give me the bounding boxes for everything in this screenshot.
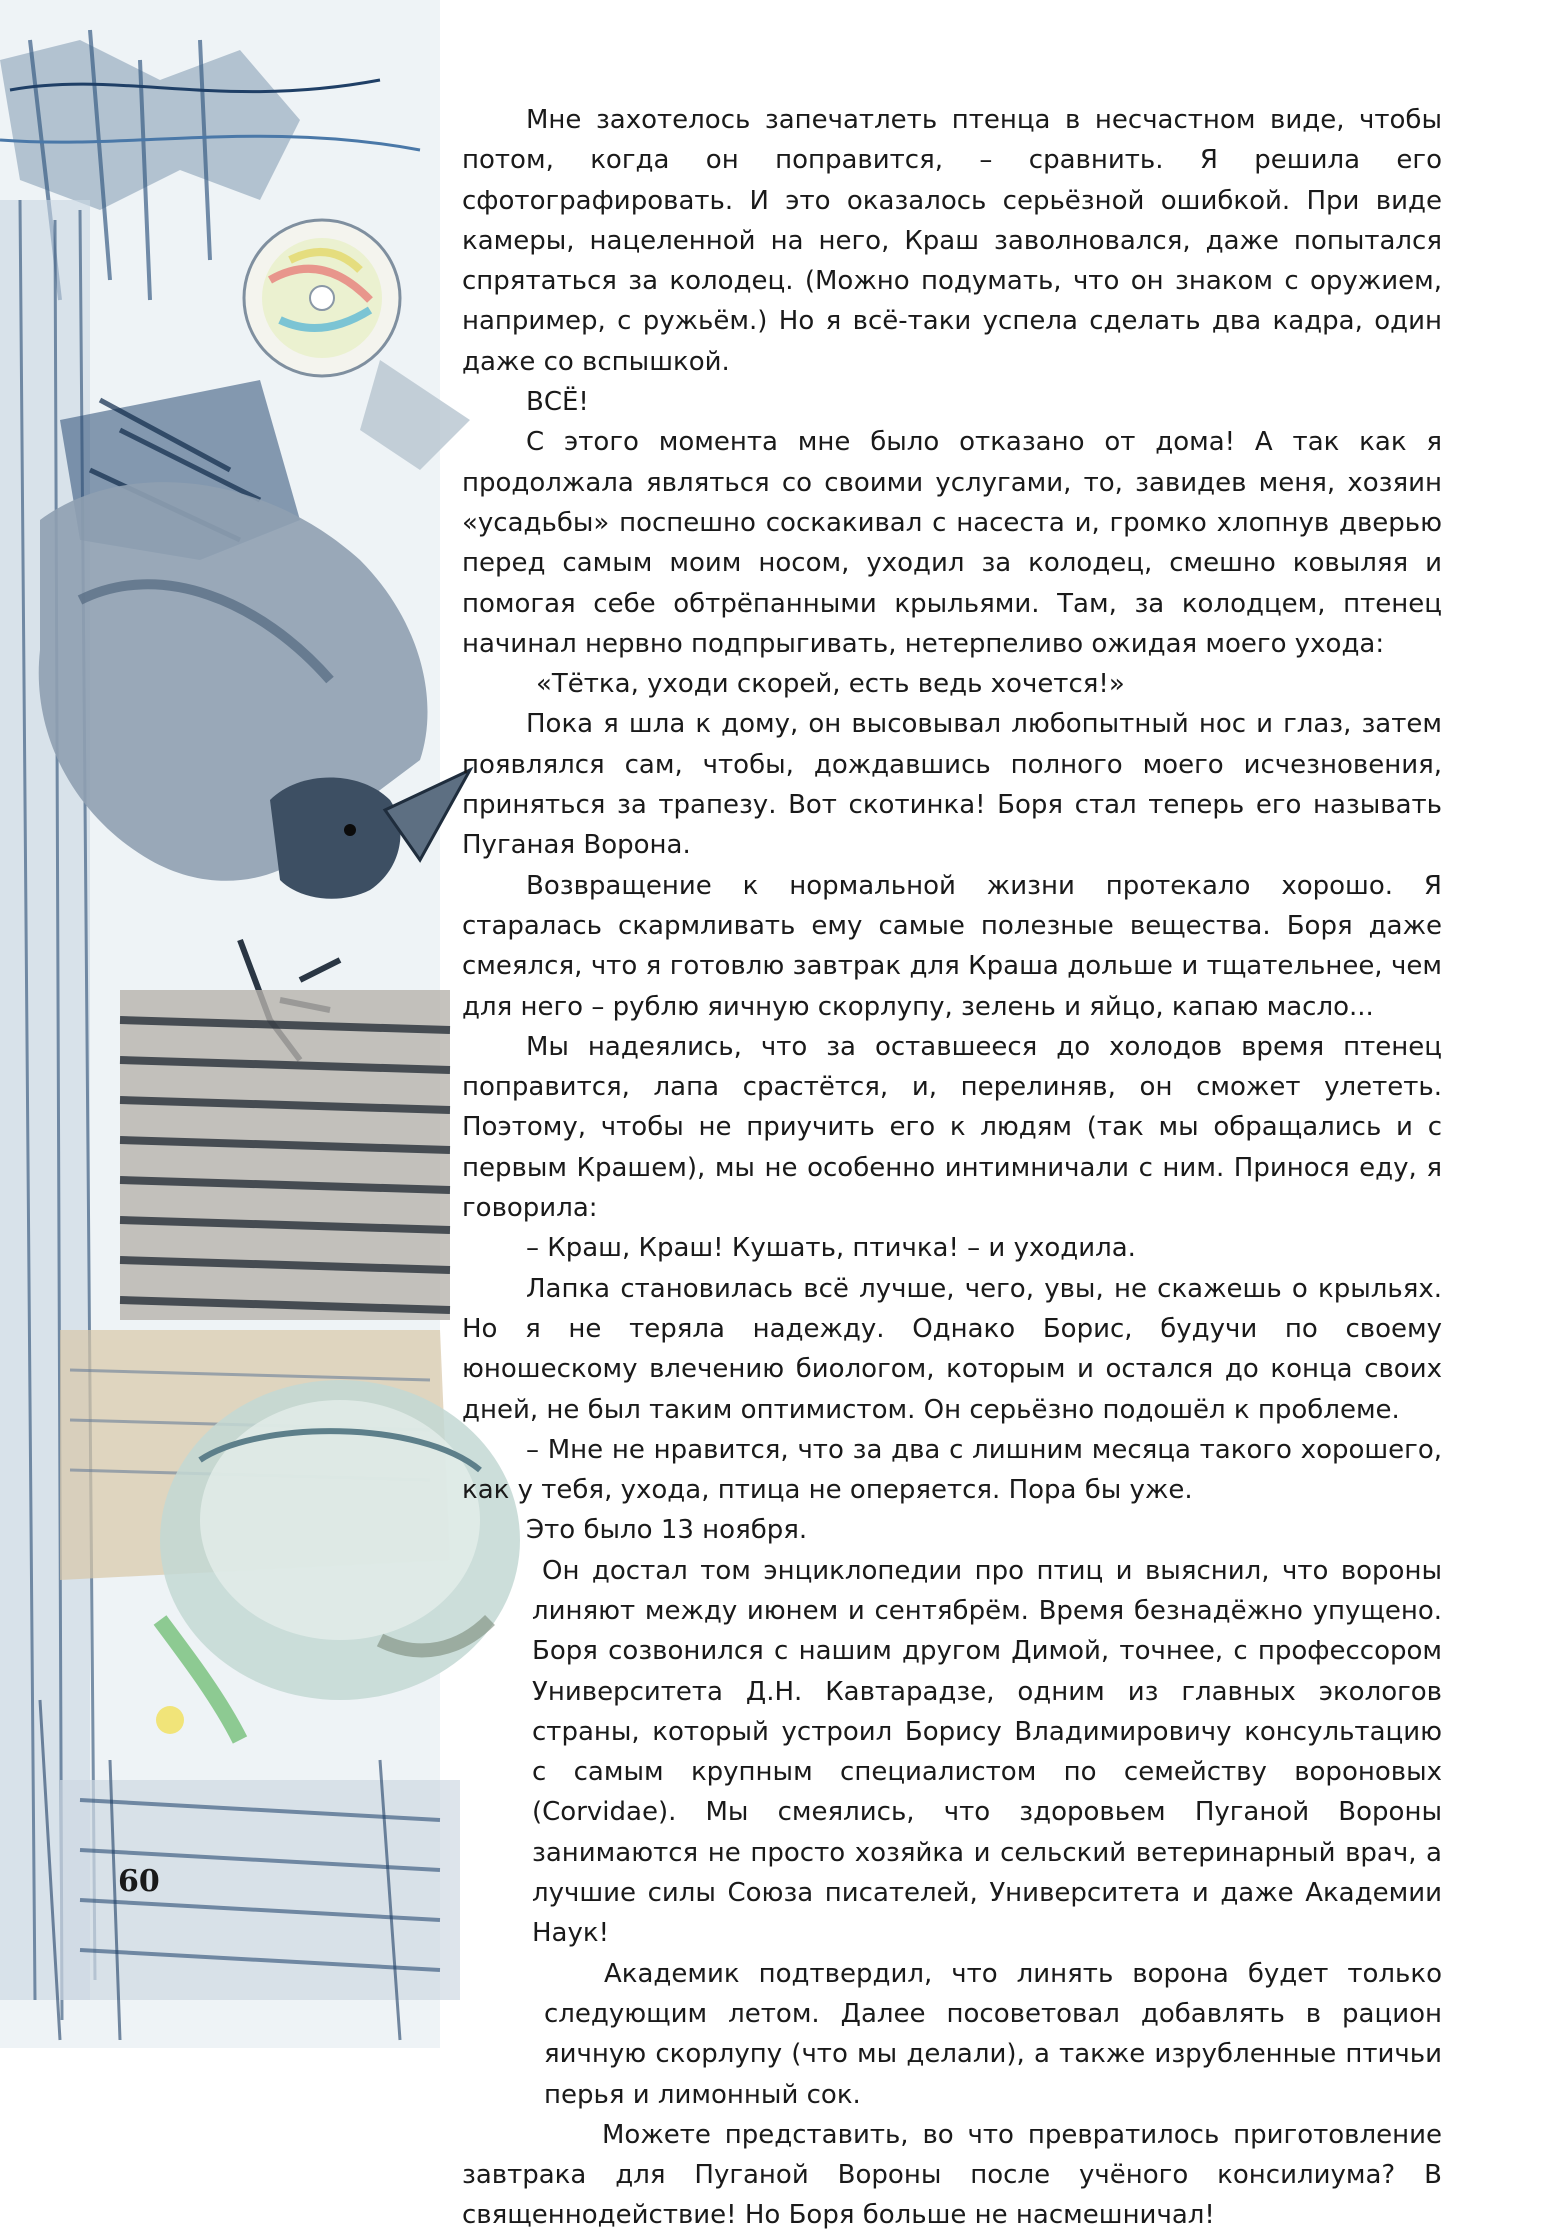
paragraph: Это было 13 ноября.: [526, 1515, 808, 1546]
main-text: [462, 100, 1442, 2236]
paragraph: С этого момента мне было отказано от дома! А так как я продолжала являться со своими услугами, то, завидев меня, хозяин «усадьбы» поспешно соскакивал с насеста и, громко хлопнув дверью перед самым моим носом, уходил за колодец, смешно ковыляя и помогая себе обтрёпанными крыльями. Там, за колодцем, птенец начинал нервно подпрыгивать, нетерпеливо ожидая моего ухода:: [462, 427, 1442, 659]
paragraph: Мне захотелось запечатлеть птенца в несчастном виде, чтобы потом, когда он поправится, – сравнить. Я решила его сфотографировать. И это оказалось серьёзной ошибкой. При виде камеры, нацеленной на него, Краш заволновался, даже попытался спрятаться за колодец. (Можно подумать, что он знаком с оружием, например, с ружьём.) Но я всё-таки успела сделать два кадра, один даже со вспышкой.: [462, 105, 1442, 377]
paragraph: Академик подтвердил, что линять ворона будет только следующим летом. Далее посоветовал добавлять в рацион яичную скорлупу (что мы делали), а также изрубленные птичьи перья и лимонный сок.: [544, 1958, 1442, 2110]
paragraph: «Тётка, уходи скорей, есть ведь хочется!»: [536, 669, 1125, 700]
paragraph: – Мне не нравится, что за два с лишним месяца такого хорошего, как у тебя, ухода, птица не оперяется. Пора бы уже.: [462, 1434, 1442, 1506]
paragraph: – Краш, Краш! Кушать, птичка! – и уходила.: [526, 1233, 1136, 1264]
paragraph: Лапка становилась всё лучше, чего, увы, не скажешь о крыльях. Но я не теряла надежду. Однако Борис, будучи по своему юношескому влечению биологом, которым и остался до конца своих дней, не был таким оптимистом. Он серьёзно подошёл к проблеме.: [462, 1273, 1442, 1425]
paragraph: ВСЁ!: [526, 387, 589, 418]
paragraph: Мы надеялись, что за оставшееся до холодов время птенец поправится, лапа срастётся, и, перелиняв, он сможет улететь. Поэтому, чтобы не приучить его к людям (так мы обращались и с первым Крашем), мы не особенно интимничали с ним. Принося еду, я говорила:: [462, 1031, 1442, 1224]
paragraph: Пока я шла к дому, он высовывал любопытный нос и глаз, затем появлялся сам, чтобы, дождавшись полного моего исчезновения, приняться за трапезу. Вот скотинка! Боря стал теперь его называть Пуганая Ворона.: [462, 709, 1442, 861]
paragraph: Можете представить, во что превратилось приготовление завтрака для Пуганой Вороны после учёного консилиума? В священнодействие! Но Боря больше не насмешничал!: [462, 2119, 1442, 2231]
paragraph: Возвращение к нормальной жизни протекало хорошо. Я старалась скармливать ему самые полезные вещества. Боря даже смеялся, что я готовлю завтрак для Краша дольше и тщательнее, чем для него – рублю яичную скорлупу, зелень и яйцо, капаю масло...: [462, 870, 1442, 1022]
paragraph: Он достал том энциклопедии про птиц и выяснил, что вороны линяют между июнем и сентябрём. Время безнадёжно упущено. Боря созвонился с нашим другом Димой, точнее, с профессором Университета Д.Н. Кавтарадзе, одним из главных экологов страны, который устроил Борису Владимировичу консультацию с самым крупным специалистом по семейству вороновых (Corvidae). Мы смеялись, что здоровьем Пуганой Вороны занимаются не просто хозяйка и сельский ветеринарный врач, а лучшие силы Союза писателей, Университета и даже Академии Наук!: [532, 1555, 1442, 1949]
page-number: 60: [118, 1864, 160, 1899]
